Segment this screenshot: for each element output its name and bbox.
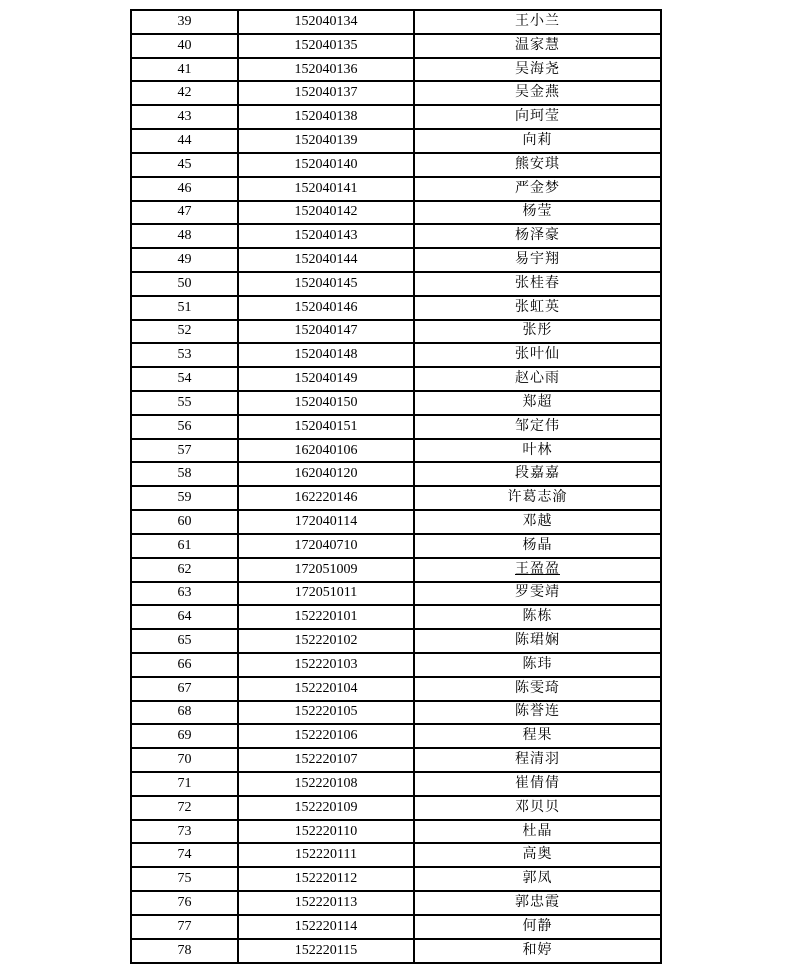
student-name-cell: 张叶仙 [414,343,661,367]
table-row [131,224,661,248]
table-row [131,153,661,177]
row-number-cell: 42 [131,81,238,105]
row-number-cell: 67 [131,677,238,701]
student-name-cell: 赵心雨 [414,367,661,391]
table-row [131,701,661,725]
table-row [131,510,661,534]
student-name-cell: 邹定伟 [414,415,661,439]
table-row [131,320,661,344]
table-row [131,296,661,320]
student-id-cell: 152220108 [238,772,414,796]
row-number-cell: 49 [131,248,238,272]
student-id-cell: 152220102 [238,629,414,653]
table-row [131,58,661,82]
table-row [131,629,661,653]
table-row [131,677,661,701]
table-row [131,486,661,510]
row-number-cell: 58 [131,462,238,486]
table-row [131,462,661,486]
student-id-cell: 152220101 [238,605,414,629]
student-name-cell: 陈栋 [414,605,661,629]
student-id-cell: 152220114 [238,915,414,939]
table-row [131,867,661,891]
row-number-cell: 63 [131,582,238,606]
student-id-cell: 172040710 [238,534,414,558]
row-number-cell: 52 [131,320,238,344]
table-row [131,605,661,629]
row-number-cell: 76 [131,891,238,915]
row-number-cell: 62 [131,558,238,582]
row-number-cell: 56 [131,415,238,439]
student-name-cell: 杜晶 [414,820,661,844]
table-row [131,129,661,153]
student-id-cell: 152220112 [238,867,414,891]
student-id-cell: 152220103 [238,653,414,677]
student-id-cell: 152040149 [238,367,414,391]
row-number-cell: 47 [131,201,238,225]
student-id-cell: 152220111 [238,843,414,867]
student-roster-body [131,10,661,963]
student-id-cell: 152040137 [238,81,414,105]
student-id-cell: 152040134 [238,10,414,34]
student-name-cell: 邓越 [414,510,661,534]
student-name-cell: 陈誉连 [414,701,661,725]
table-row [131,34,661,58]
student-name-cell: 熊安琪 [414,153,661,177]
student-name-cell: 罗雯靖 [414,582,661,606]
student-name-cell: 高奥 [414,843,661,867]
row-number-cell: 55 [131,391,238,415]
student-name-cell: 张虹英 [414,296,661,320]
student-id-cell: 152040136 [238,58,414,82]
student-name-cell: 王小兰 [414,10,661,34]
student-id-cell: 152220107 [238,748,414,772]
student-id-cell: 152040139 [238,129,414,153]
student-id-cell: 162040106 [238,439,414,463]
row-number-cell: 61 [131,534,238,558]
table-row [131,534,661,558]
student-name-cell: 叶林 [414,439,661,463]
student-name-cell: 杨晶 [414,534,661,558]
student-id-cell: 172051009 [238,558,414,582]
student-name-cell: 温家慧 [414,34,661,58]
student-id-cell: 172051011 [238,582,414,606]
student-name-cell: 邓贝贝 [414,796,661,820]
student-id-cell: 152220104 [238,677,414,701]
student-name-cell: 杨莹 [414,201,661,225]
student-name-cell: 张彤 [414,320,661,344]
table-row [131,891,661,915]
student-name-cell: 张桂春 [414,272,661,296]
student-id-cell: 152220115 [238,939,414,963]
student-name-cell: 易宇翔 [414,248,661,272]
student-id-cell: 152040146 [238,296,414,320]
student-id-cell: 162040120 [238,462,414,486]
row-number-cell: 68 [131,701,238,725]
student-id-cell: 152040150 [238,391,414,415]
student-id-cell: 152040151 [238,415,414,439]
row-number-cell: 45 [131,153,238,177]
student-id-cell: 152040148 [238,343,414,367]
row-number-cell: 64 [131,605,238,629]
table-row [131,391,661,415]
student-name-cell: 向莉 [414,129,661,153]
table-row [131,248,661,272]
table-row [131,367,661,391]
row-number-cell: 51 [131,296,238,320]
student-id-cell: 152040140 [238,153,414,177]
row-number-cell: 48 [131,224,238,248]
table-row [131,843,661,867]
table-row [131,439,661,463]
row-number-cell: 65 [131,629,238,653]
table-row [131,939,661,963]
row-number-cell: 54 [131,367,238,391]
student-name-cell: 何静 [414,915,661,939]
row-number-cell: 71 [131,772,238,796]
student-id-cell: 152040142 [238,201,414,225]
table-row [131,724,661,748]
student-name-cell: 和婷 [414,939,661,963]
student-name-cell: 严金梦 [414,177,661,201]
student-name-cell: 吴海尧 [414,58,661,82]
row-number-cell: 43 [131,105,238,129]
student-id-cell: 152040141 [238,177,414,201]
student-name-cell: 崔倩倩 [414,772,661,796]
row-number-cell: 69 [131,724,238,748]
student-name-cell: 吴金燕 [414,81,661,105]
table-row [131,796,661,820]
student-name-cell: 郭忠霞 [414,891,661,915]
student-id-cell: 152040143 [238,224,414,248]
table-row [131,343,661,367]
student-id-cell: 172040114 [238,510,414,534]
row-number-cell: 72 [131,796,238,820]
student-name-cell: 许葛志渝 [414,486,661,510]
student-id-cell: 152220106 [238,724,414,748]
row-number-cell: 50 [131,272,238,296]
student-id-cell: 152220109 [238,796,414,820]
student-name-cell: 程清羽 [414,748,661,772]
table-row [131,415,661,439]
row-number-cell: 57 [131,439,238,463]
row-number-cell: 60 [131,510,238,534]
student-name-cell: 陈雯琦 [414,677,661,701]
row-number-cell: 78 [131,939,238,963]
student-roster-table [130,9,662,964]
student-id-cell: 152040145 [238,272,414,296]
student-id-cell: 152040138 [238,105,414,129]
row-number-cell: 77 [131,915,238,939]
row-number-cell: 73 [131,820,238,844]
table-row [131,772,661,796]
row-number-cell: 39 [131,10,238,34]
row-number-cell: 59 [131,486,238,510]
table-row [131,582,661,606]
student-name-cell: 段嘉嘉 [414,462,661,486]
student-name-cell: 程果 [414,724,661,748]
row-number-cell: 66 [131,653,238,677]
student-id-cell: 152040135 [238,34,414,58]
student-id-cell: 152220105 [238,701,414,725]
student-name-cell: 郭凤 [414,867,661,891]
student-name-cell: 向珂莹 [414,105,661,129]
row-number-cell: 41 [131,58,238,82]
student-id-cell: 152220110 [238,820,414,844]
table-row [131,820,661,844]
student-name-cell: 郑超 [414,391,661,415]
student-name-cell: 杨泽豪 [414,224,661,248]
row-number-cell: 46 [131,177,238,201]
table-row [131,653,661,677]
row-number-cell: 40 [131,34,238,58]
table-row [131,272,661,296]
row-number-cell: 70 [131,748,238,772]
student-name-cell: 陈珺娴 [414,629,661,653]
table-row [131,201,661,225]
table-row [131,915,661,939]
row-number-cell: 75 [131,867,238,891]
student-name-cell: 陈玮 [414,653,661,677]
table-row [131,105,661,129]
student-id-cell: 162220146 [238,486,414,510]
row-number-cell: 53 [131,343,238,367]
student-name-cell: 王盈盈 [414,558,661,582]
table-row [131,558,661,582]
row-number-cell: 74 [131,843,238,867]
student-id-cell: 152220113 [238,891,414,915]
table-row [131,748,661,772]
table-row [131,81,661,105]
student-id-cell: 152040144 [238,248,414,272]
table-row [131,177,661,201]
row-number-cell: 44 [131,129,238,153]
table-row [131,10,661,34]
student-id-cell: 152040147 [238,320,414,344]
